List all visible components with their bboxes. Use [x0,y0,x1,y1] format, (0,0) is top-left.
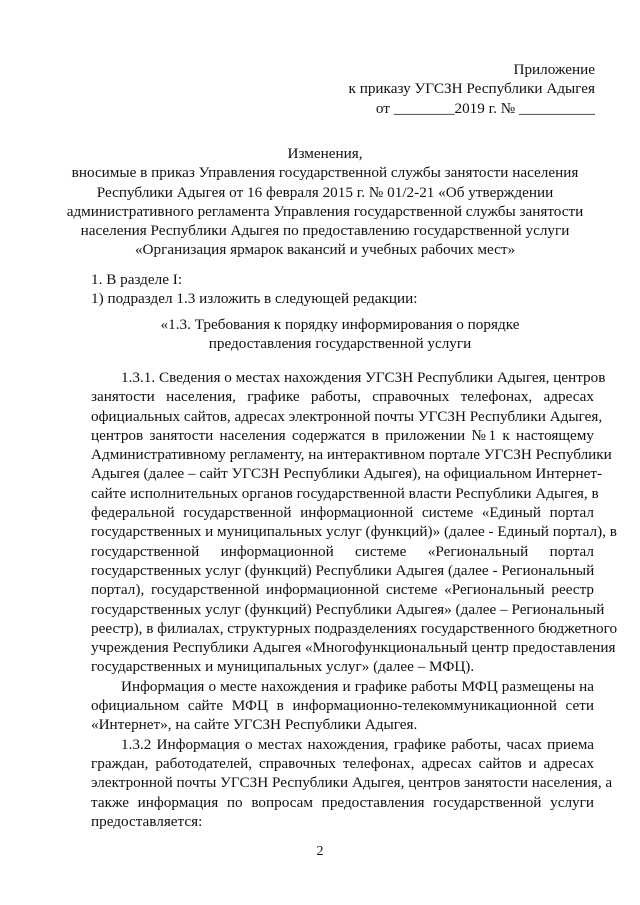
subsection-title [70,315,610,354]
text-line: официальном сайте МФЦ в информационно-телекоммуникационной сети [91,697,594,715]
title-line: Республики Адыгея от 16 февраля 2015 г. № 01/2-21 «Об утверждении [96,183,554,201]
text-line: государственной информационной системе «Региональный портал [91,542,594,560]
text-line: учреждения Республики Адыгея «Многофункциональный центр предоставления [91,639,616,657]
title-line: административного регламента Управления государственной службы занятости [66,202,584,220]
text-line: государственных и муниципальных услуг (функций)» (далее - Единый портал), в [91,523,617,541]
text-line: государственных услуг (функций) Республики Адыгея» (далее – Региональный [91,600,605,618]
text-line: реестр), в филиалах, структурных подразделениях государственного бюджетного [91,619,618,637]
title-line: Изменения, [287,145,363,162]
title-line: вносимые в приказ Управления государственной службы занятости населения [71,164,579,182]
subsection-title-line: предоставления государственной услуги [208,335,472,353]
order-date-number: от ________2019 г. № __________ [375,99,595,117]
text-line: Административному регламенту, на интерактивном портале УГСЗН Республики [91,446,612,464]
text-line: федеральной государственной информационной системе «Единый портал [91,504,594,522]
appendix-header [349,60,595,118]
body-text [91,368,618,831]
text-line: государственных и муниципальных услуг» (далее – МФЦ). [91,658,475,676]
title-line: «Организация ярмарок вакансий и учебных рабочих мест» [134,241,516,259]
text-line: предоставляется: [91,812,203,830]
paragraph-1-3-2 [91,735,613,831]
text-line: Информация о месте нахождения и графике работы МФЦ размещены на [121,677,594,695]
text-line: Адыгея (далее – сайт УГСЗН Республики Адыгея), на официальном Интернет- [91,465,603,483]
text-line: государственных услуг (функций) Республики Адыгея (далее - Региональный [91,561,595,579]
text-line: официальных сайтов, адресах электронной почты УГСЗН Республики Адыгея, [91,407,603,425]
paragraph-mfc-info [91,677,594,735]
text-line: граждан, работодателей, справочных телефонах, адресах сайтов и адресах [91,754,594,772]
text-line: сайте исполнительных органов государственной власти Республики Адыгея, в [91,484,599,502]
text-line: портал), государственной информационной системе «Региональный реестр [91,581,594,599]
paragraph-1-3-1 [91,368,618,677]
order-reference: к приказу УГСЗН Республики Адыгея [348,80,595,98]
text-line: «Интернет», на сайте УГСЗН Республики Адыгея. [91,716,418,734]
appendix-label: Приложение [513,61,595,78]
document-title [60,144,590,260]
text-line: занятости населения, графике работы, справочных телефонах, адресах [91,388,594,406]
text-line: электронной почты УГСЗН Республики Адыгея, центров занятости населения, а [91,774,613,792]
section-item-1: 1. В разделе I: [91,271,183,288]
subsection-title-line: «1.3. Требования к порядку информирования о порядке [160,316,520,333]
title-line: населения Республики Адыгея по предоставлению государственной услуги [80,222,570,240]
section-item-2: 1) подраздел 1.3 изложить в следующей редакции: [91,290,418,307]
text-line: 1.3.2 Информация о местах нахождения, графике работы, часах приема [121,735,594,753]
text-line: центров занятости населения содержатся в приложении №1 к настоящему [91,426,594,444]
text-line: 1.3.1. Сведения о местах нахождения УГСЗН Республики Адыгея, центров [121,369,606,386]
text-line: также информация по вопросам предоставления государственной услуги [91,793,594,811]
page-number: 2 [316,844,324,859]
